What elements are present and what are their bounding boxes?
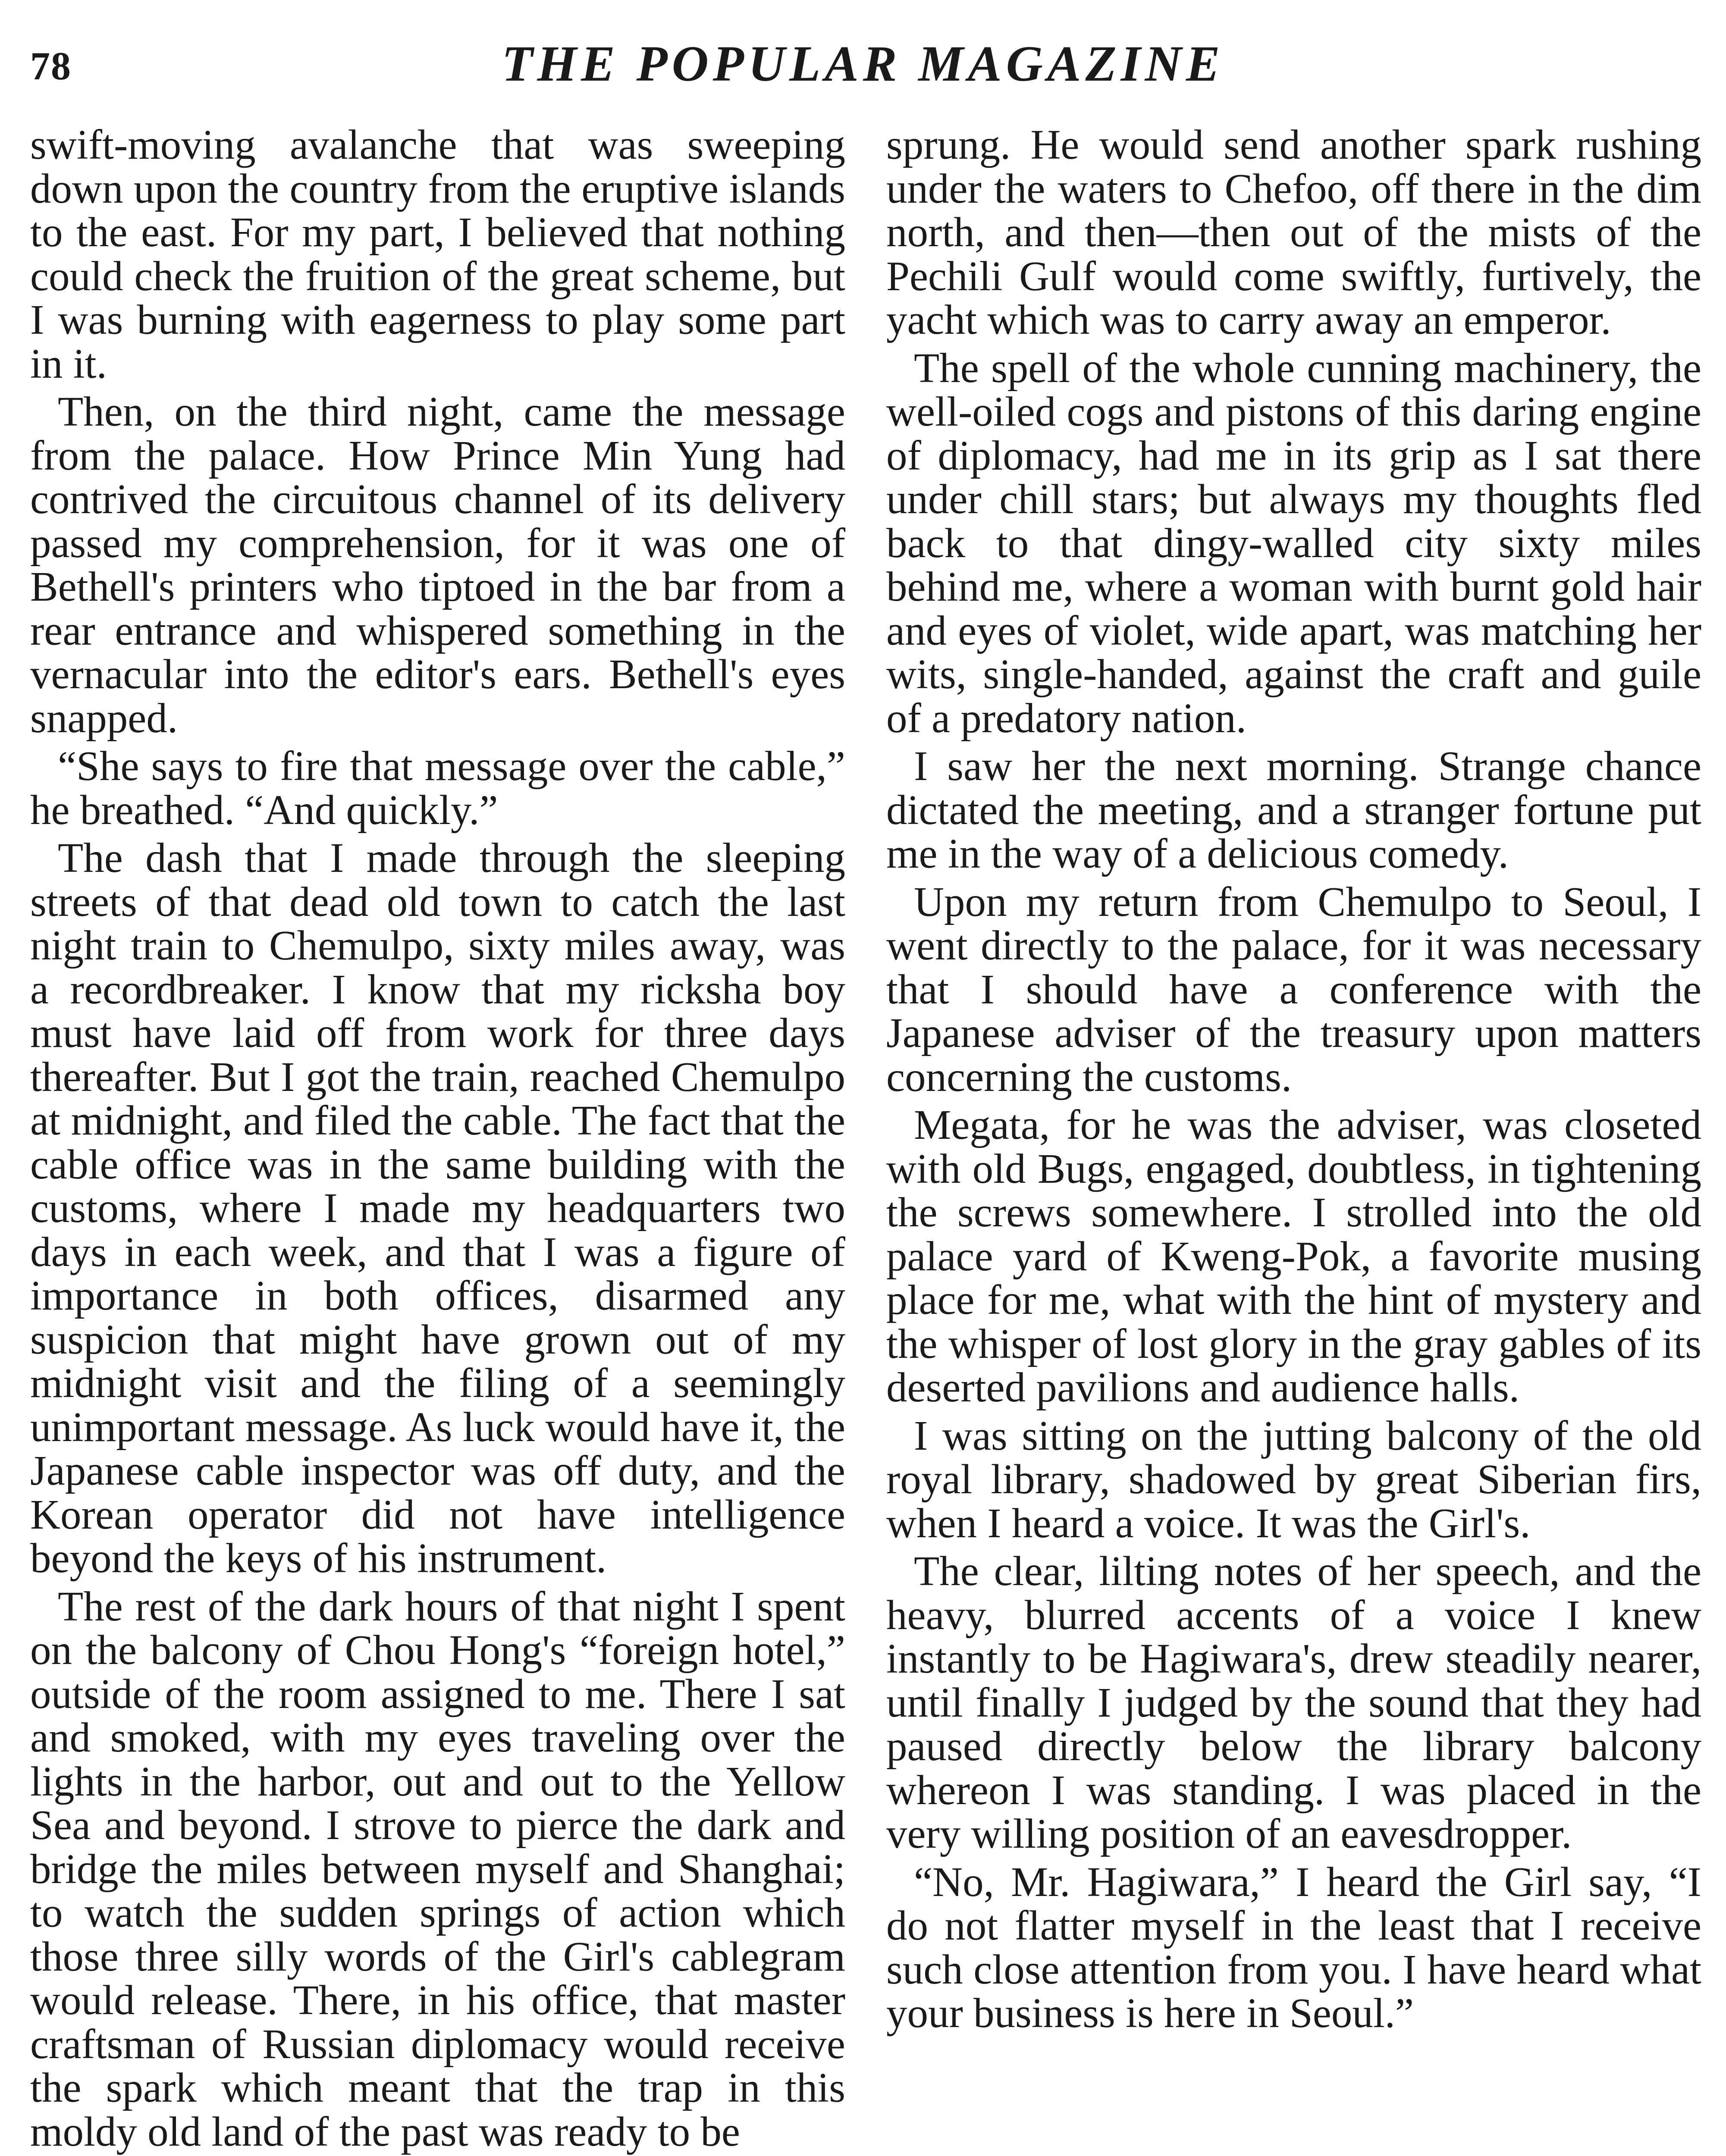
paragraph: I saw her the next morning. Strange chance dictated the meeting, and a stranger fortune put me in the way of a delicious comedy. bbox=[886, 743, 1701, 877]
paragraph: swift-moving avalanche that was sweeping down upon the country from the eruptive islands to the east. For my part, I believed that nothing could check the fruition of the great scheme, but I was burning with eagerness to play some part in it. bbox=[30, 122, 845, 387]
paragraph: The clear, lilting notes of her speech, and the heavy, blurred accents of a voice I knew instantly to be Hagiwara's, drew steadily nearer, until finally I judged by the sound that they had paused directly below the library balcony whereon I was standing. I was placed in the very willing position of an eavesdropper. bbox=[886, 1548, 1701, 1857]
paragraph: The dash that I made through the sleeping streets of that dead old town to catch the last night train to Chemulpo, sixty miles away, was a recordbreaker. I know that my ricksha boy must have laid off from work for three days thereafter. But I got the train, reached Chemulpo at midnight, and filed the cable. The fact that the cable office was in the same building with the customs, where I made my headquarters two days in each week, and that I was a figure of importance in both offices, disarmed any suspicion that might have grown out of my midnight visit and the filing of a seemingly unimportant message. As luck would have it, the Japanese cable inspector was off duty, and the Korean operator did not have intelligence beyond the keys of his instrument. bbox=[30, 835, 845, 1581]
right-column bbox=[886, 123, 1701, 2040]
paragraph: The rest of the dark hours of that night I spent on the balcony of Chou Hong's “foreign hotel,” outside of the room assigned to me. There I sat and smoked, with my eyes traveling over the lights in the harbor, out and out to the Yellow Sea and beyond. I strove to pierce the dark and bridge the miles between myself and Shanghai; to watch the sudden springs of action which those three silly words of the Girl's cablegram would release. There, in his office, that master craftsman of Russian diplomacy would receive the spark which meant that the trap in this moldy old land of the past was ready to be bbox=[30, 1583, 845, 2155]
page-number: 78 bbox=[30, 44, 72, 88]
page-header bbox=[30, 26, 1696, 112]
paragraph: Upon my return from Chemulpo to Seoul, I went directly to the palace, for it was necessary that I should have a conference with the Japanese adviser of the treasury upon matters concerning the customs. bbox=[886, 878, 1701, 1100]
paragraph: “She says to fire that message over the cable,” he breathed. “And quickly.” bbox=[30, 743, 845, 833]
paragraph: Then, on the third night, came the message from the palace. How Prince Min Yung had contrived the circuitous channel of its delivery passed my comprehension, for it was one of Bethell's printers who tiptoed in the bar from a rear entrance and whispered something in the vernacular into the editor's ears. Bethell's eyes snapped. bbox=[30, 389, 845, 741]
paragraph: “No, Mr. Hagiwara,” I heard the Girl say, “I do not flatter myself in the least that I receive such close attention from you. I have heard what your business is here in Seoul.” bbox=[886, 1858, 1701, 2036]
paragraph: I was sitting on the jutting balcony of the old royal library, shadowed by great Siberian firs, when I heard a voice. It was the Girl's. bbox=[886, 1412, 1701, 1546]
paragraph: Megata, for he was the adviser, was closeted with old Bugs, engaged, doubtless, in tightening the screws somewhere. I strolled into the old palace yard of Kweng-Pok, a favorite musing place for me, what with the hint of mystery and the whisper of lost glory in the gray gables of its deserted pavilions and audience halls. bbox=[886, 1102, 1701, 1410]
left-column bbox=[30, 123, 845, 2156]
paragraph: The spell of the whole cunning machinery, the well-oiled cogs and pistons of this daring engine of diplomacy, had me in its grip as I sat there under chill stars; but always my thoughts fled back to that dingy-walled city sixty miles behind me, where a woman with burnt gold hair and eyes of violet, wide apart, was matching her wits, single-handed, against the craft and guile of a predatory nation. bbox=[886, 345, 1701, 741]
magazine-title: THE POPULAR MAGAZINE bbox=[502, 35, 1224, 92]
paragraph: sprung. He would send another spark rushing under the waters to Chefoo, off there in the dim north, and then—then out of the mists of the Pechili Gulf would come swiftly, furtively, the yacht which was to carry away an emperor. bbox=[886, 122, 1701, 343]
